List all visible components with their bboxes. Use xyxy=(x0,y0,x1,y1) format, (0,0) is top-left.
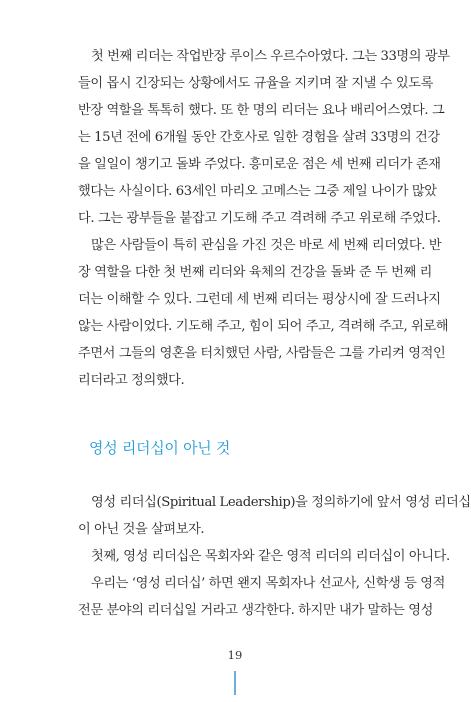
text-line: 우리는 ‘영성 리더십’ 하면 왠지 목회자나 선교사, 신학생 등 영적 xyxy=(91,576,445,591)
text-line: 장 역할을 다한 첫 번째 리더와 육체의 건강을 돌봐 준 두 번째 리 xyxy=(78,265,432,280)
text-line: 더는 이해할 수 있다. 그런데 세 번째 리더는 평상시에 잘 드러나지 xyxy=(78,292,441,307)
text-line: 첫 번째 리더는 작업반장 루이스 우르수아였다. 그는 33명의 광부 xyxy=(91,49,450,64)
text-line: 반장 역할을 톡톡히 했다. 또 한 명의 리더는 요나 배리어스였다. 그 xyxy=(78,103,445,118)
text-line: 다. 그는 광부들을 붙잡고 기도해 주고 격려해 주고 위로해 주었다. xyxy=(78,211,441,226)
text-line: 들이 몹시 긴장되는 상황에서도 규율을 지키며 잘 지낼 수 있도록 xyxy=(78,76,433,91)
page-number: 19 xyxy=(227,648,243,662)
page-number-rule xyxy=(234,671,236,695)
text-line: 을 일일이 챙기고 돌봐 주었다. 흥미로운 점은 세 번째 리더가 존재 xyxy=(78,157,441,172)
text-line: 주면서 그들의 영혼을 터치했던 사람, 사람들은 그를 가리켜 영적인 xyxy=(78,346,446,361)
text-line: 전문 분야의 리더십일 거라고 생각한다. 하지만 내가 말하는 영성 xyxy=(78,603,433,618)
text-line: 않는 사람이었다. 기도해 주고, 힘이 되어 주고, 격려해 주고, 위로해 xyxy=(78,319,449,334)
text-line: 영성 리더십(Spiritual Leadership)을 정의하기에 앞서 영성 리더십 xyxy=(91,495,471,510)
body-text-bottom xyxy=(78,489,471,624)
text-line: 리더라고 정의했다. xyxy=(78,373,185,388)
text-line: 했다는 사실이다. 63세인 마리오 고메스는 그중 제일 나이가 많았 xyxy=(78,184,437,199)
text-line: 많은 사람들이 특히 관심을 가진 것은 바로 세 번째 리더였다. 반 xyxy=(91,238,442,253)
text-line: 는 15년 전에 6개월 동안 간호사로 일한 경험을 살려 33명의 건강 xyxy=(78,130,440,145)
body-text-top xyxy=(78,43,450,394)
text-line: 첫째, 영성 리더십은 목회자와 같은 영적 리더의 리더십이 아니다. xyxy=(91,549,450,564)
section-heading: 영성 리더십이 아닌 것 xyxy=(89,439,231,457)
text-line: 이 아닌 것을 살펴보자. xyxy=(78,522,205,537)
